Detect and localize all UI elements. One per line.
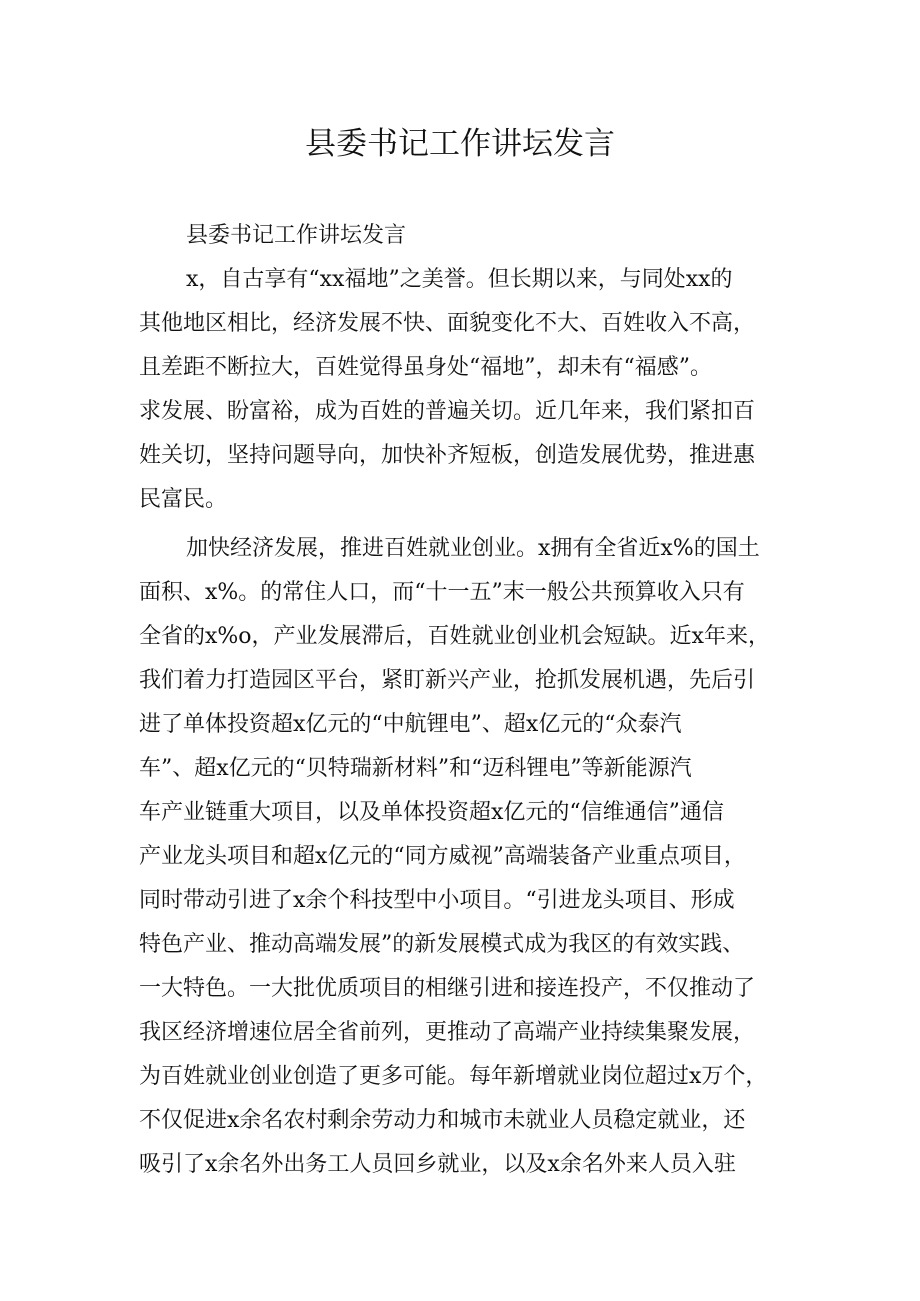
body-line: 同时带动引进了x余个科技型中小项目。“引进龙头项目、形成 (139, 888, 735, 913)
body-line: 车”、超x亿元的“贝特瑞新材料”和“迈科锂电”等新能源汽 (139, 756, 692, 781)
body-line: 全省的x%o，产业发展滞后，百姓就业创业机会短缺。近x年来， (139, 624, 770, 649)
body-line: 县委书记工作讲坛发言 (186, 223, 407, 248)
body-line: 不仅促进x余名农村剩余劳动力和城市未就业人员稳定就业，还 (139, 1108, 746, 1133)
body-line: 姓关切，坚持问题导向，加快补齐短板，创造发展优势，推进惠 (139, 443, 756, 468)
body-line: 车产业链重大项目，以及单体投资超x亿元的“信维通信”通信 (139, 800, 724, 825)
body-line: 我们着力打造园区平台，紧盯新兴产业，抢抓发展机遇，先后引 (139, 668, 756, 693)
body-line: 特色产业、推动高端发展”的新发展模式成为我区的有效实践、 (139, 932, 745, 957)
body-line: 面积、x%。的常住人口，而“十一五”末一般公共预算收入只有 (139, 580, 745, 605)
body-line: 为百姓就业创业创造了更多可能。每年新增就业岗位超过x万个， (139, 1064, 768, 1089)
body-line: 进了单体投资超x亿元的“中航锂电”、超x亿元的“众泰汽 (139, 712, 682, 737)
body-line: 加快经济发展，推进百姓就业创业。x拥有全省近x%的国土 (186, 536, 760, 561)
body-line: 吸引了x余名外出务工人员回乡就业，以及x余名外来人员入驻 (139, 1152, 736, 1177)
body-line: x，自古享有“xx福地”之美誉。但长期以来，与同处xx的 (186, 267, 733, 292)
body-line: 产业龙头项目和超x亿元的“同方威视”高端装备产业重点项目， (139, 844, 746, 869)
body-line: 民富民。 (139, 487, 228, 512)
body-line: 我区经济增速位居全省前列，更推动了高端产业持续集聚发展， (139, 1020, 756, 1045)
body-line: 求发展、盼富裕，成为百姓的普遍关切。近几年来，我们紧扣百 (139, 399, 756, 424)
body-line: 且差距不断拉大，百姓觉得虽身处“福地”，却未有“福感”。 (139, 355, 712, 380)
body-line: 其他地区相比，经济发展不快、面貌变化不大、百姓收入不高， (139, 311, 756, 336)
document-title: 县委书记工作讲坛发言 (305, 126, 615, 162)
document-body (139, 214, 794, 1187)
body-line: 一大特色。一大批优质项目的相继引进和接连投产，不仅推动了 (139, 976, 756, 1001)
